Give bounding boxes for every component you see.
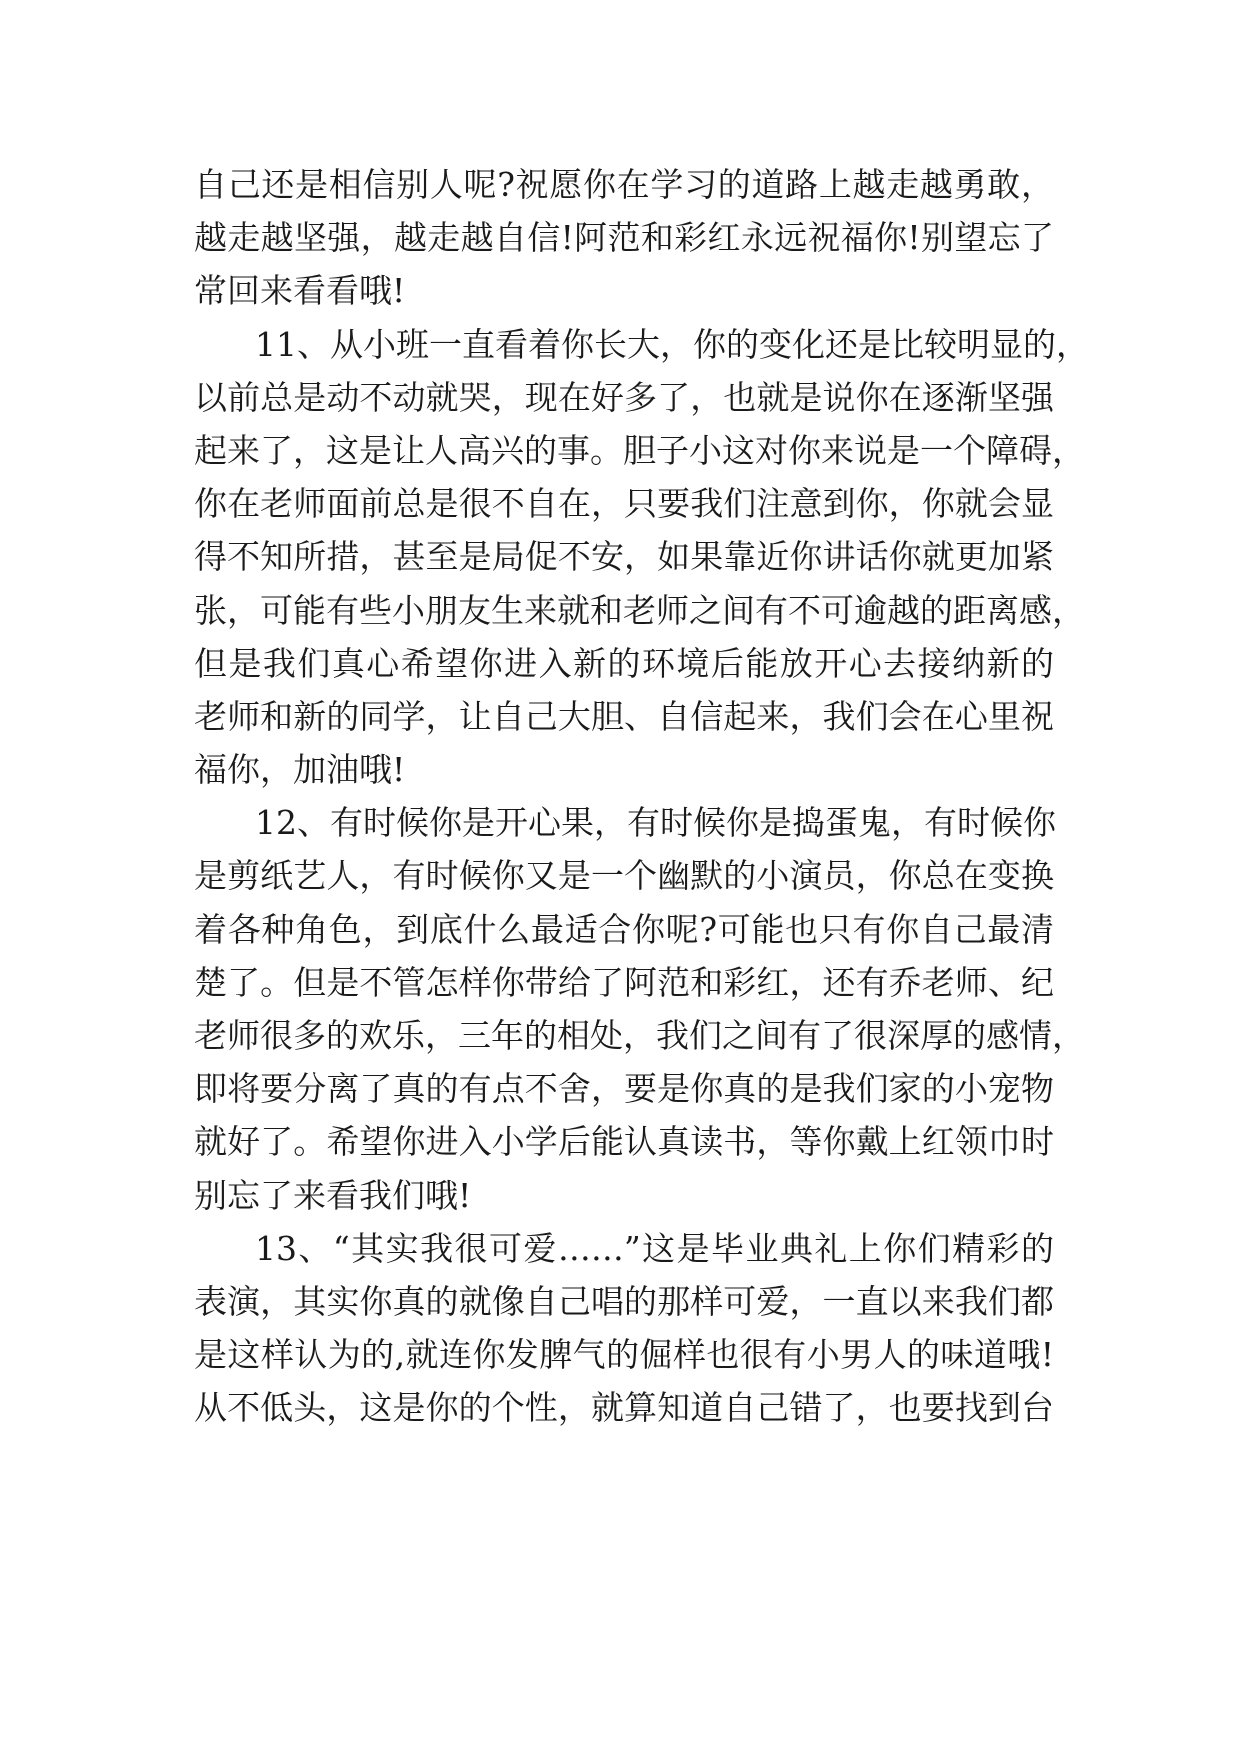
text-line: 以前总是动不动就哭，现在好多了，也就是说你在逐渐坚强 bbox=[194, 377, 1054, 417]
text-line: 但是我们真心希望你进入新的环境后能放开心去接纳新的 bbox=[194, 643, 1054, 683]
text-line: 越走越坚强，越走越自信!阿范和彩红永远祝福你!别望忘了 bbox=[194, 218, 1054, 258]
text-line: 即将要分离了真的有点不舍，要是你真的是我们家的小宠物 bbox=[194, 1069, 1054, 1109]
body-text bbox=[194, 158, 1089, 1435]
text-line: 表演，其实你真的就像自己唱的那样可爱，一直以来我们都 bbox=[194, 1281, 1054, 1321]
text-line: 福你，加油哦! bbox=[194, 750, 406, 790]
text-line: 楚了。但是不管怎样你带给了阿范和彩红，还有乔老师、纪 bbox=[194, 962, 1054, 1002]
text-line: 是这样认为的,就连你发脾气的倔样也很有小男人的味道哦! bbox=[194, 1335, 1054, 1375]
text-line: 起来了，这是让人高兴的事。胆子小这对你来说是一个障碍， bbox=[194, 430, 1085, 470]
text-line: 就好了。希望你进入小学后能认真读书，等你戴上红领巾时 bbox=[194, 1122, 1054, 1162]
paragraph-start-line: 11、从小班一直看着你长大，你的变化还是比较明显的， bbox=[255, 324, 1089, 364]
text-line: 是剪纸艺人，有时候你又是一个幽默的小演员，你总在变换 bbox=[194, 856, 1054, 896]
paragraph-start-line: 12、有时候你是开心果，有时候你是捣蛋鬼，有时候你 bbox=[255, 803, 1056, 843]
text-line: 着各种角色，到底什么最适合你呢?可能也只有你自己最清 bbox=[194, 909, 1054, 949]
text-line: 自己还是相信别人呢?祝愿你在学习的道路上越走越勇敢， bbox=[194, 165, 1054, 204]
text-line: 老师很多的欢乐，三年的相处，我们之间有了很深厚的感情， bbox=[194, 1016, 1085, 1055]
paragraph-start-line: 13、“其实我很可爱……”这是毕业典礼上你们精彩的 bbox=[255, 1228, 1054, 1268]
text-line: 得不知所措，甚至是局促不安，如果靠近你讲话你就更加紧 bbox=[194, 537, 1054, 577]
text-line: 从不低头，这是你的个性，就算知道自己错了，也要找到台 bbox=[194, 1388, 1054, 1428]
text-line: 别忘了来看我们哦! bbox=[194, 1175, 472, 1215]
text-line: 老师和新的同学，让自己大胆、自信起来，我们会在心里祝 bbox=[194, 696, 1054, 736]
text-line: 张，可能有些小朋友生来就和老师之间有不可逾越的距离感， bbox=[194, 590, 1085, 630]
text-line: 你在老师面前总是很不自在，只要我们注意到你，你就会显 bbox=[194, 484, 1054, 524]
text-line: 常回来看看哦! bbox=[194, 271, 406, 311]
